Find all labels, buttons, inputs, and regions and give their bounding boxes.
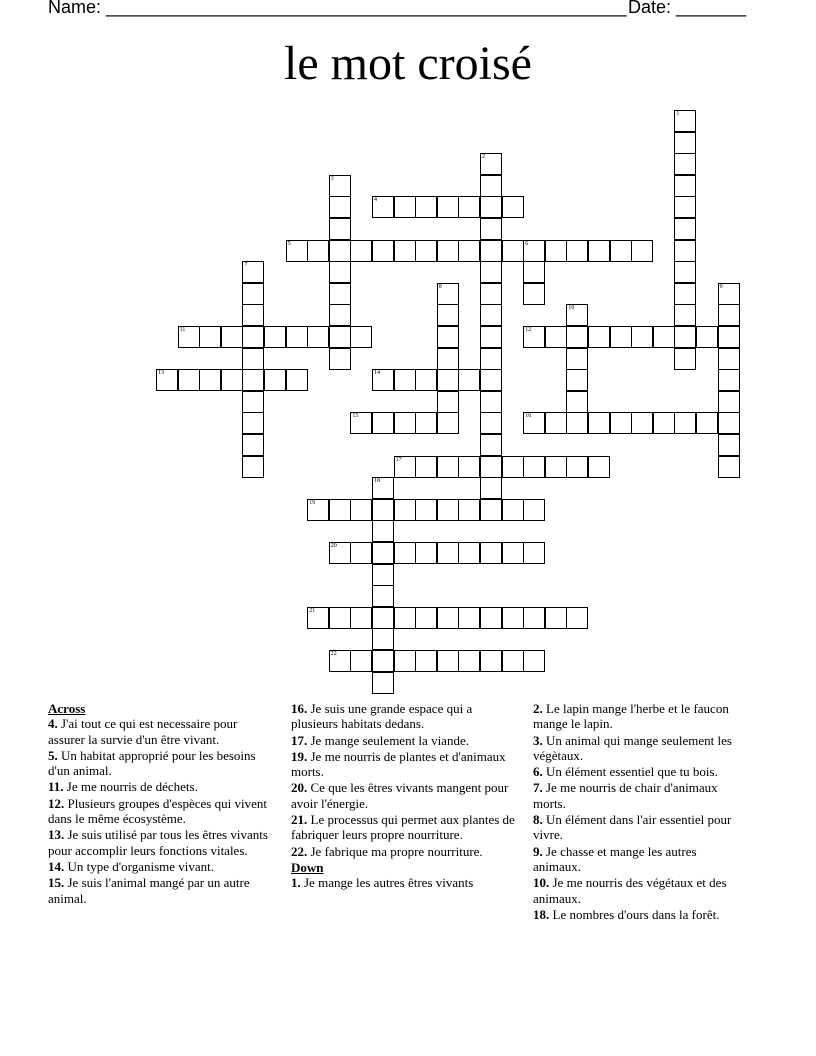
crossword-cell[interactable] [588, 412, 610, 434]
crossword-cell[interactable] [329, 607, 351, 629]
crossword-cell[interactable] [437, 348, 459, 370]
clue-item-number: 10. [533, 875, 550, 891]
crossword-cell[interactable] [372, 672, 394, 694]
crossword-cell[interactable] [264, 369, 286, 391]
crossword-cell[interactable] [350, 542, 372, 564]
crossword-cell[interactable] [523, 542, 545, 564]
clue-number: 21 [309, 607, 316, 614]
crossword-cell[interactable] [480, 261, 502, 283]
crossword-cell[interactable] [394, 412, 416, 434]
clue-item [48, 716, 274, 747]
crossword-cell[interactable] [610, 412, 632, 434]
name-label: Name: [48, 0, 102, 17]
clue-item-number: 18. [533, 906, 550, 922]
crossword-cell[interactable] [631, 412, 653, 434]
clue-item-text: Je me nourris des végétaux et des animaux. [533, 875, 727, 906]
crossword-cell[interactable] [394, 499, 416, 521]
clue-number: 22 [330, 651, 337, 657]
crossword-cell[interactable] [458, 240, 480, 262]
clue-item-number: 15. [48, 875, 65, 891]
clue-item-text: Je me nourris de plantes et d'animaux morts. [291, 748, 506, 780]
crossword-cell[interactable] [480, 348, 502, 370]
clue-number: 10 [568, 305, 575, 312]
crossword-cell[interactable] [221, 326, 243, 348]
crossword-cell[interactable] [458, 456, 480, 478]
crossword-cell[interactable] [480, 650, 502, 672]
crossword-cell[interactable] [372, 499, 394, 521]
clue-number: 15 [352, 413, 359, 420]
clue-item [533, 907, 745, 922]
crossword-cell[interactable] [718, 283, 740, 305]
crossword-cell[interactable] [437, 304, 459, 326]
clue-item [533, 875, 745, 906]
clue-item [48, 748, 274, 779]
crossword-cell[interactable] [718, 391, 740, 413]
crossword-cell[interactable] [674, 153, 696, 175]
crossword-cell[interactable] [415, 607, 437, 629]
crossword-cell[interactable] [480, 283, 502, 305]
crossword-cell[interactable] [372, 240, 394, 262]
clue-item [533, 701, 745, 732]
crossword-cell[interactable] [242, 456, 264, 478]
crossword-cell[interactable] [480, 542, 502, 564]
clue-number: 4 [374, 197, 377, 204]
clue-item-number: 11. [48, 779, 64, 795]
crossword-cell[interactable] [674, 110, 696, 132]
crossword-cell[interactable] [329, 283, 351, 305]
clue-heading: Across [48, 701, 86, 716]
clue-number: 7 [244, 262, 248, 269]
crossword-cell[interactable] [674, 175, 696, 197]
crossword-cell[interactable] [674, 412, 696, 434]
crossword-cell[interactable] [437, 456, 459, 478]
crossword-cell[interactable] [523, 456, 545, 478]
crossword-cell[interactable] [242, 391, 264, 413]
clue-number: 9 [719, 283, 723, 290]
clue-number: 12 [525, 327, 532, 333]
clue-item-number: 5. [48, 747, 58, 763]
crossword-cell[interactable] [394, 456, 416, 478]
crossword-cell[interactable] [523, 412, 545, 434]
crossword-cell[interactable] [502, 499, 524, 521]
crossword-cell[interactable] [329, 218, 351, 240]
clue-number: 13 [158, 370, 164, 377]
clue-item-text: Un habitat approprié pour les besoins d'un animal. [48, 747, 256, 779]
crossword-cell[interactable] [437, 542, 459, 564]
crossword-cell[interactable] [502, 196, 524, 218]
clue-item [533, 780, 745, 811]
clue-number: 17 [395, 456, 402, 463]
clue-column-1 [48, 701, 274, 907]
crossword-cell[interactable] [480, 499, 502, 521]
crossword-cell[interactable] [718, 326, 740, 348]
crossword-cell[interactable] [718, 412, 740, 434]
crossword-cell[interactable] [458, 369, 480, 391]
crossword-cell[interactable] [458, 542, 480, 564]
crossword-cell[interactable] [242, 348, 264, 370]
clue-item-text: Je me nourris de déchets. [63, 779, 198, 795]
clue-item [291, 844, 517, 859]
crossword-cell[interactable] [372, 477, 394, 499]
clue-item [291, 875, 517, 890]
crossword-cell[interactable] [480, 326, 502, 348]
crossword-cell[interactable] [674, 304, 696, 326]
crossword-cell[interactable] [178, 326, 200, 348]
clue-number: 14 [374, 370, 380, 377]
crossword-cell[interactable] [329, 650, 351, 672]
crossword-cell[interactable] [480, 369, 502, 391]
crossword-cell[interactable] [480, 607, 502, 629]
crossword-cell[interactable] [437, 326, 459, 348]
crossword-cell[interactable] [372, 369, 394, 391]
crossword-cell[interactable] [480, 391, 502, 413]
crossword-cell[interactable] [242, 326, 264, 348]
clue-number: 1 [676, 111, 680, 117]
crossword-cell[interactable] [350, 412, 372, 434]
clue-item-number: 3. [533, 732, 543, 748]
clue-item-number: 22. [291, 843, 308, 859]
crossword-cell[interactable] [566, 326, 588, 348]
crossword-cell[interactable] [523, 607, 545, 629]
crossword-cell[interactable] [307, 607, 329, 629]
crossword-cell[interactable] [674, 348, 696, 370]
clue-item-text: Un animal qui mange seulement les végètaux. [533, 732, 732, 763]
clue-item-number: 1. [291, 875, 301, 891]
crossword-cell[interactable] [480, 434, 502, 456]
clue-item-text: Le processus qui permet aux plantes de fabriquer leurs propre nourriture. [291, 812, 515, 843]
clue-item-number: 2. [533, 701, 543, 716]
crossword-cell[interactable] [458, 196, 480, 218]
crossword-cell[interactable] [545, 456, 567, 478]
clue-item-text: Je mange les autres êtres vivants [300, 875, 474, 891]
crossword-cell[interactable] [178, 369, 200, 391]
crossword-cell[interactable] [415, 456, 437, 478]
crossword-cell[interactable] [415, 650, 437, 672]
crossword-cell[interactable] [566, 456, 588, 478]
clue-item-number: 14. [48, 858, 65, 874]
clue-number: 18 [374, 478, 380, 485]
clue-item-text: Je suis utilisé par tous les êtres vivants pour accomplir leurs fonctions vitales. [48, 827, 268, 858]
clue-item-number: 12. [48, 795, 65, 811]
crossword-cell[interactable] [415, 369, 437, 391]
clue-item-text: Je fabrique ma propre nourriture. [307, 843, 483, 859]
clue-item-number: 4. [48, 716, 58, 732]
crossword-cell[interactable] [329, 196, 351, 218]
clue-item-number: 21. [291, 812, 308, 828]
crossword-cell[interactable] [545, 607, 567, 629]
crossword-cell[interactable] [437, 240, 459, 262]
crossword-cell[interactable] [480, 412, 502, 434]
crossword-cell[interactable] [523, 326, 545, 348]
crossword-cell[interactable] [329, 348, 351, 370]
date-label: Date: [628, 0, 672, 17]
clue-item [291, 812, 517, 843]
crossword-cell[interactable] [588, 326, 610, 348]
crossword-cell[interactable] [242, 261, 264, 283]
crossword-cell[interactable] [696, 412, 718, 434]
clue-item [533, 764, 745, 779]
crossword-cell[interactable] [674, 326, 696, 348]
crossword-cell[interactable] [480, 477, 502, 499]
crossword-cell[interactable] [199, 369, 221, 391]
crossword-cell[interactable] [437, 607, 459, 629]
clue-item-number: 16. [291, 701, 308, 716]
crossword-cell[interactable] [566, 240, 588, 262]
crossword-cell[interactable] [437, 196, 459, 218]
crossword-cell[interactable] [394, 607, 416, 629]
crossword-cell[interactable] [329, 304, 351, 326]
clue-item [48, 875, 274, 906]
clue-item [291, 780, 517, 811]
crossword-cell[interactable] [480, 218, 502, 240]
crossword-cell[interactable] [394, 650, 416, 672]
clue-item-number: 9. [533, 843, 543, 859]
crossword-cell[interactable] [372, 607, 394, 629]
crossword-cell[interactable] [653, 326, 675, 348]
crossword-cell[interactable] [242, 412, 264, 434]
clue-item-text: Je suis l'animal mangé par un autre animal. [48, 875, 250, 906]
crossword-cell[interactable] [437, 391, 459, 413]
clue-item-text: Je suis une grande espace qui a plusieurs habitats dedans. [291, 701, 473, 732]
clue-number: 11 [179, 327, 186, 333]
crossword-cell[interactable] [653, 412, 675, 434]
crossword-cell[interactable] [458, 499, 480, 521]
crossword-cell[interactable] [394, 542, 416, 564]
clue-item-text: Plusieurs groupes d'espèces qui vivent dans le même écosystème. [48, 795, 267, 827]
crossword-cell[interactable] [329, 499, 351, 521]
crossword-cell[interactable] [350, 607, 372, 629]
clue-item-text: Je me nourris de chair d'animaux morts. [533, 780, 718, 811]
clue-item [291, 701, 517, 732]
crossword-cell[interactable] [480, 196, 502, 218]
crossword-cell[interactable] [394, 240, 416, 262]
crossword-cell[interactable] [350, 240, 372, 262]
crossword-cell[interactable] [437, 283, 459, 305]
clue-number: 8 [438, 283, 442, 290]
crossword-cell[interactable] [566, 412, 588, 434]
crossword-cell[interactable] [674, 132, 696, 154]
date-field[interactable]: _______ [676, 0, 747, 17]
crossword-cell[interactable] [264, 326, 286, 348]
crossword-cell[interactable] [610, 240, 632, 262]
clue-item [291, 733, 517, 748]
crossword-cell[interactable] [415, 240, 437, 262]
clue-item [48, 859, 274, 874]
clue-item-number: 19. [291, 748, 308, 764]
crossword-cell[interactable] [674, 218, 696, 240]
crossword-cell[interactable] [307, 326, 329, 348]
crossword-cell[interactable] [242, 283, 264, 305]
crossword-cell[interactable] [674, 283, 696, 305]
crossword-cell[interactable] [631, 326, 653, 348]
crossword-cell[interactable] [523, 283, 545, 305]
crossword-cell[interactable] [523, 499, 545, 521]
crossword-cell[interactable] [588, 456, 610, 478]
clue-number: 2 [482, 154, 485, 161]
crossword-cell[interactable] [372, 564, 394, 586]
crossword-cell[interactable] [523, 261, 545, 283]
crossword-cell[interactable] [415, 499, 437, 521]
crossword-cell[interactable] [696, 326, 718, 348]
crossword-cell[interactable] [480, 304, 502, 326]
crossword-cell[interactable] [480, 240, 502, 262]
crossword-cell[interactable] [545, 240, 567, 262]
crossword-cell[interactable] [307, 240, 329, 262]
crossword-cell[interactable] [242, 304, 264, 326]
crossword-cell[interactable] [437, 412, 459, 434]
crossword-cell[interactable] [242, 434, 264, 456]
crossword-cell[interactable] [458, 650, 480, 672]
clue-heading: Down [291, 859, 324, 875]
crossword-cell[interactable] [674, 261, 696, 283]
clue-item-text: Ce que les êtres vivants mangent pour avoir l'énergie. [291, 780, 509, 811]
clue-number: 3 [330, 175, 334, 182]
clue-item-text: Un type d'organisme vivant. [64, 858, 215, 874]
crossword-cell[interactable] [372, 520, 394, 542]
clue-column-2 [291, 701, 517, 892]
crossword-cell[interactable] [156, 369, 178, 391]
name-field[interactable]: ____________________________________________________ [106, 0, 627, 17]
crossword-cell[interactable] [480, 175, 502, 197]
crossword-cell[interactable] [372, 650, 394, 672]
crossword-cell[interactable] [394, 196, 416, 218]
crossword-cell[interactable] [718, 369, 740, 391]
clue-item-text: Je mange seulement la viande. [307, 732, 469, 748]
crossword-cell[interactable] [458, 607, 480, 629]
crossword-cell[interactable] [545, 412, 567, 434]
crossword-cell[interactable] [199, 326, 221, 348]
crossword-cell[interactable] [502, 456, 524, 478]
clue-item-text: Le lapin mange l'herbe et le faucon mange le lapin. [533, 701, 729, 732]
clue-item-text: J'ai tout ce qui est necessaire pour assurer la survie d'un être vivant. [48, 716, 238, 747]
clue-number: 16 [525, 413, 532, 420]
crossword-cell[interactable] [221, 369, 243, 391]
clue-item [533, 733, 745, 764]
crossword-cell[interactable] [674, 240, 696, 262]
clue-item [48, 827, 274, 858]
crossword-cell[interactable] [372, 628, 394, 650]
crossword-cell[interactable] [502, 542, 524, 564]
crossword-cell[interactable] [437, 499, 459, 521]
crossword-cell[interactable] [329, 542, 351, 564]
clue-item [48, 796, 274, 827]
clue-item [48, 779, 274, 794]
clue-item-number: 20. [291, 780, 308, 796]
crossword-cell[interactable] [329, 175, 351, 197]
crossword-cell[interactable] [523, 240, 545, 262]
clue-number: 5 [287, 240, 291, 247]
crossword-cell[interactable] [286, 326, 308, 348]
page-title: le mot croisé [284, 37, 532, 90]
clue-item [533, 812, 745, 843]
clue-item-text: Je chasse et mange les autres animaux. [533, 843, 697, 874]
clue-number: 6 [525, 240, 529, 247]
clue-item-text: Le nombres d'ours dans la forêt. [549, 906, 720, 922]
clue-item-number: 7. [533, 780, 543, 796]
crossword-cell[interactable] [242, 369, 264, 391]
crossword-cell[interactable] [566, 607, 588, 629]
crossword-cell[interactable] [307, 499, 329, 521]
crossword-cell[interactable] [502, 240, 524, 262]
crossword-cell[interactable] [718, 348, 740, 370]
crossword-cell[interactable] [437, 650, 459, 672]
crossword-cell[interactable] [372, 585, 394, 607]
crossword-cell[interactable] [415, 412, 437, 434]
clue-item-number: 13. [48, 827, 65, 843]
clue-item [291, 749, 517, 780]
crossword-cell[interactable] [329, 326, 351, 348]
crossword-cell[interactable] [350, 650, 372, 672]
crossword-cell[interactable] [523, 650, 545, 672]
crossword-cell[interactable] [286, 369, 308, 391]
crossword-cell[interactable] [286, 240, 308, 262]
clue-number: 19 [309, 499, 316, 506]
crossword-cell[interactable] [437, 369, 459, 391]
crossword-cell[interactable] [329, 240, 351, 262]
crossword-cell[interactable] [372, 542, 394, 564]
crossword-cell[interactable] [415, 542, 437, 564]
clue-number: 20 [330, 543, 337, 549]
crossword-cell[interactable] [415, 196, 437, 218]
crossword-cell[interactable] [610, 326, 632, 348]
crossword-cell[interactable] [588, 240, 610, 262]
clue-item-text: Un élément dans l'air essentiel pour vivre. [533, 812, 732, 843]
crossword-cell[interactable] [372, 196, 394, 218]
crossword-cell[interactable] [502, 650, 524, 672]
clue-item-number: 17. [291, 732, 308, 748]
crossword-cell[interactable] [480, 456, 502, 478]
crossword-cell[interactable] [718, 434, 740, 456]
crossword-cell[interactable] [480, 153, 502, 175]
clue-item [533, 844, 745, 875]
crossword-cell[interactable] [674, 196, 696, 218]
clue-column-3 [533, 701, 745, 923]
crossword-cell[interactable] [350, 499, 372, 521]
crossword-cell[interactable] [718, 304, 740, 326]
crossword-cell[interactable] [372, 412, 394, 434]
crossword-cell[interactable] [394, 369, 416, 391]
crossword-cell[interactable] [566, 304, 588, 326]
crossword-cell[interactable] [566, 348, 588, 370]
clue-item-number: 6. [533, 764, 543, 780]
crossword-cell[interactable] [502, 607, 524, 629]
clue-item-text: Un élément essentiel que tu bois. [542, 764, 718, 780]
clue-item-number: 8. [533, 812, 543, 828]
crossword-cell[interactable] [350, 326, 372, 348]
crossword-cell[interactable] [329, 261, 351, 283]
crossword-cell[interactable] [631, 240, 653, 262]
crossword-cell[interactable] [566, 369, 588, 391]
crossword-cell[interactable] [566, 391, 588, 413]
crossword-cell[interactable] [545, 326, 567, 348]
crossword-cell[interactable] [718, 456, 740, 478]
